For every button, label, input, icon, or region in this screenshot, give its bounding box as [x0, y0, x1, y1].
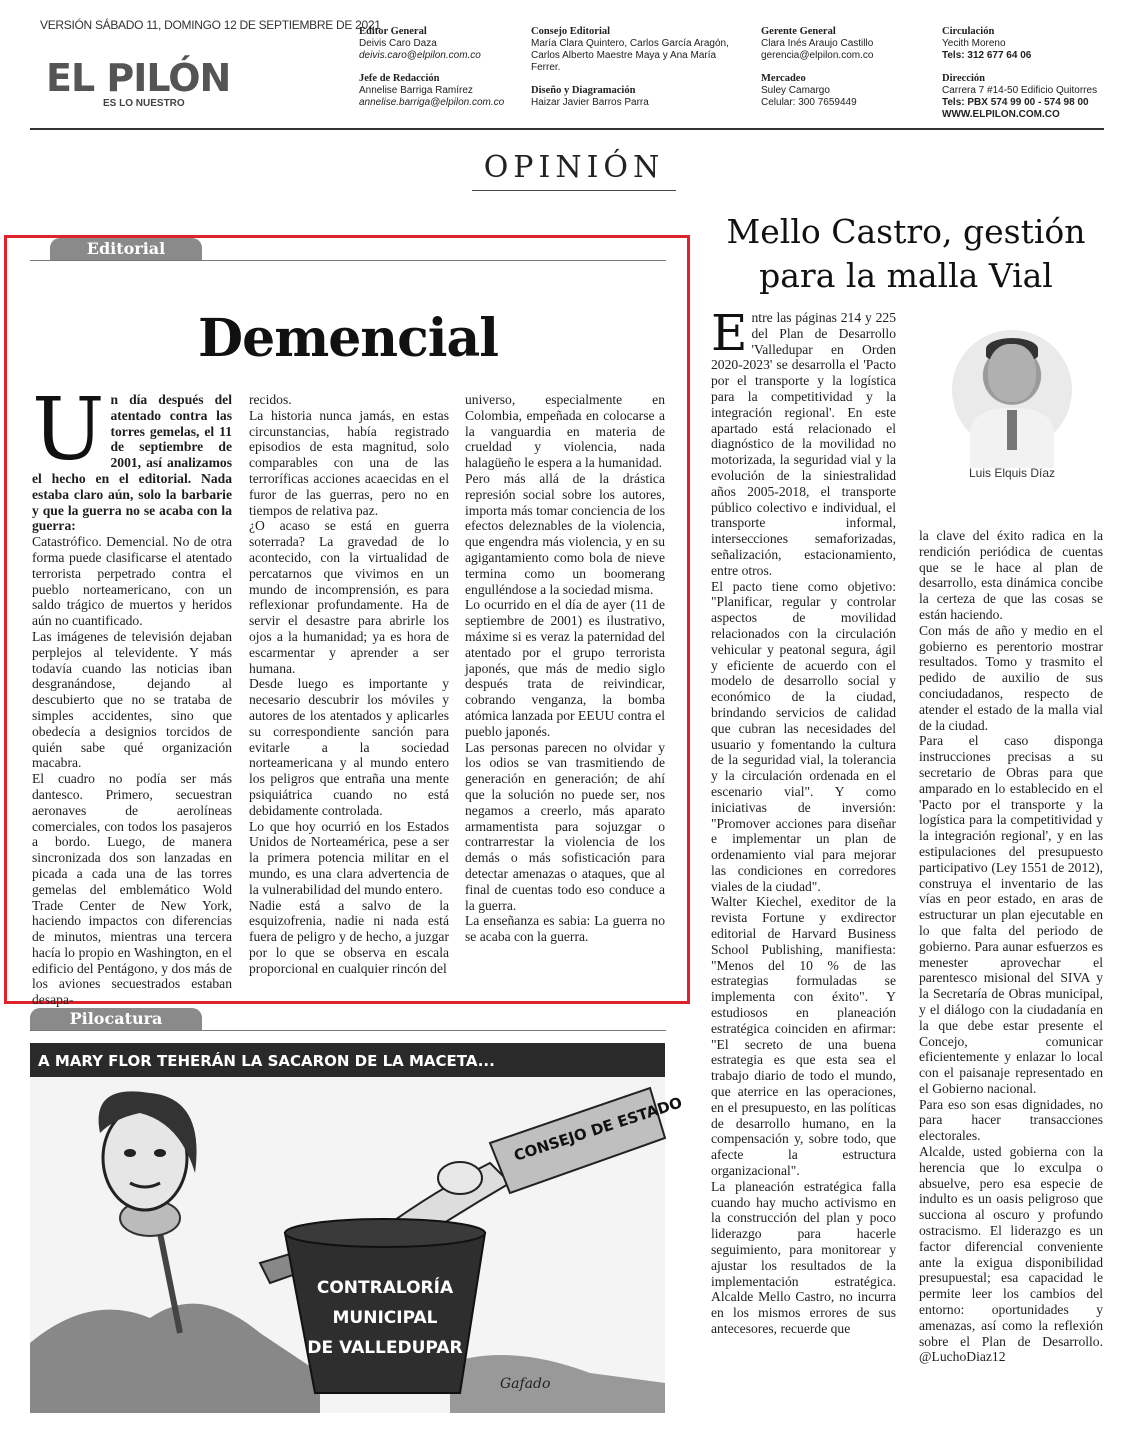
paragraph: La historia nunca jamás, en estas circunstancias, había registrado episodios de esta magnitud, solo comparables con una de las terroríficas acciones acaecidas en el furor de las guerras, pero no en tiempos de relativa paz. — [249, 407, 449, 518]
staff-editor-general — [359, 26, 524, 62]
editorial-column-1 — [32, 380, 232, 1008]
staff-direccion — [942, 73, 1122, 121]
pot-label-1: CONTRALORÍA — [316, 1278, 454, 1298]
staff-name: Yecith Moreno — [942, 38, 1006, 49]
staff-email[interactable]: deivis.caro@elpilon.com.co — [359, 50, 481, 61]
pilocatura-tab: Pilocatura — [30, 1008, 202, 1030]
paragraph: Lo que hoy ocurrió en los Estados Unidos de Norteamérica, pese a ser la primera potencia militar en el mundo, es una clara advertencia de la vulnerabilidad del mundo entero. — [249, 818, 449, 897]
opinion-column-2 — [919, 528, 1103, 1365]
phone: Tels: PBX 574 99 00 - 574 98 00 — [942, 97, 1089, 108]
editorial-headline: Demencial — [198, 308, 498, 369]
paragraph: Las personas parecen no olvidar y los odios se van trasmitiendo de generación en generación; de ahí que la solución no puede ser, nos negamos a creerlo, más aparato armamentista para sojuzgar o contrarrestar la violencia de los demás o más sofisticación para detectar amenazas o ataques, que al final de cuentas todo eso conduce a la guerra. — [465, 739, 665, 913]
opinion-headline — [700, 210, 1112, 298]
paragraph: Para eso son esas dignidades, no para hacer transacciones electorales. — [919, 1096, 1103, 1144]
paragraph: ntre las páginas 214 y 225 del Plan de Desarrollo 'Valledupar en Orden 2020-2023' se desarrolla el 'Pacto por el transporte y la logística para la competitividad y la integración regional'. En este apartado está relacionado el diagnóstico de la movilidad no motorizada, la seguridad vial y la evolución de la siniestralidad años 2005-2018, el transporte público colectivo e individual, el transporte informal, intersecciones semaforizadas, señalización, estacionamiento, entre otros. — [711, 310, 896, 578]
staff-name: Haizar Javier Barros Parra — [531, 97, 649, 108]
staff-role: Mercadeo — [761, 73, 806, 84]
paragraph: Para el caso disponga instrucciones precisas a su secretario de Obras para que amparado en lo establecido en el 'Pacto por el transporte y la logística para la competitividad y la integración regional', y en las estipulaciones del presupuesto participativo (Ley 1551 de 2012), construya el inventario de las vías en peor estado, en aras de estructurar un plan ejecutable en lo que falta del periodo de gobierno. Para aunar esfuerzos es menester aprovechar el parentesco misional del SIVA y la Secretaría de Obras municipal, y el diálogo con la ciudadanía en la que debe estar presente el Concejo, comunicar eficientemente y enlazar lo local con el paisanaje representado en el Gobierno nacional. — [919, 733, 1103, 1096]
paragraph: Nadie está a salvo de la esquizofrenia, nadie ni nada está fuera de peligro y de hecho, a juzgar por lo que se observa en escala proporcional en cualquier rincón del — [249, 897, 449, 976]
paragraph: la clave del éxito radica en la rendición periódica de cuentas que se le hace al plan de desarrollo, esta dinámica concibe la certeza de que las cosas se están haciendo. — [919, 528, 1103, 622]
staff-diseno — [531, 85, 746, 109]
newspaper-tagline: ES LO NUESTRO — [103, 98, 185, 109]
staff-role: Circulación — [942, 26, 995, 37]
editorial-column-3 — [465, 392, 665, 945]
editorial-column-2 — [249, 392, 449, 976]
drop-cap: E — [711, 304, 748, 362]
staff-role: Jefe de Redacción — [359, 73, 440, 84]
staff-phone: Celular: 300 7659449 — [761, 97, 857, 108]
editorial-rule — [30, 260, 666, 261]
paragraph: universo, especialmente en Colombia, empeñada en colocarse a la vanguardia en materia de crueldad y violencia, nada halagüeño le espera a la humanidad. — [465, 392, 665, 471]
paragraph: Walter Kiechel, exeditor de la revista Fortune y exdirector editorial de Harvard Business School Publishing, manifiesta: "Menos del 10 % de las estrategias formuladas se implementa con éxito". Y estudiosos en planeación estratégica coinciden en afirmar: "El secreto de una buena estrategia es que esta sea el trabajo diario de todo el mundo, que aterrice en las operaciones, en el presupuesto, en las políticas de desarrollo humano, en la compensación y, sobre todo, que afecte la estructura organizacional". — [711, 894, 896, 1179]
pot-label-3: DE VALLEDUPAR — [307, 1338, 463, 1358]
staff-role: Consejo Editorial — [531, 26, 611, 37]
pot-label-2: MUNICIPAL — [332, 1308, 438, 1328]
cartoon-illustration — [30, 1043, 685, 1413]
pilocatura-rule — [30, 1030, 666, 1031]
paragraph: Desde luego es importante y necesario descubrir los móviles y autores de los atentados y aplicarles su correspondiente sanción para evitarle a la sociedad norteamericana y al mundo entero los peligros que entraña una mente psiquiátrica cuando no está debidamente controlada. — [249, 676, 449, 818]
staff-name: Clara Inés Araujo Castillo — [761, 38, 874, 49]
tube-label: CONSEJO DE ESTADO — [511, 1093, 685, 1165]
opinion-headline-line-2: para la malla Vial — [759, 256, 1053, 295]
paragraph: El pacto tiene como objetivo: "Planificar, regular y controlar aspectos de movilidad relacionados con la circulación vehicular y peatonal segura, ágil y eficiente de acuerdo con el modelo de desarrollo social y económico de la ciudad, brindando servicios de calidad que cubran las necesidades del usuario y fomentando la cultura de la seguridad vial, la tolerancia y la circulación ordenada en el escenario vial". Y como iniciativas de inversión: "Promover acciones para diseñar e implementar un plan de ordenamiento vial para mejorar las condiciones en corredores viales de la ciudad". — [711, 578, 896, 894]
staff-consejo-editorial — [531, 26, 746, 74]
staff-role: Diseño y Diagramación — [531, 85, 636, 96]
paragraph: Lo ocurrido en el día de ayer (11 de septiembre de 2001) es ilustrativo, máxime si es veraz la paternidad del atentado por el grupo terrorista japonés, que más de medio siglo después trata de reivindicar, cobrando venganza, la bomba atómica lanzada por EEUU contra el pueblo japonés. — [465, 597, 665, 739]
editorial-lead: n día después del atentado contra las torres gemelas, el 11 de septiembre de 2001, así analizamos el hecho en el editorial. Nada estaba claro aún, solo la barbarie y que la guerra no se acaba con la guerra: — [32, 392, 232, 534]
paragraph: Pero más allá de la drástica represión social sobre los autores, importa más tomar conciencia de los efectos deleznables de la violencia, que engendra más violencia, y en su agigantamiento como bola de nieve termina como un boomerang engulléndose a la sociedad misma. — [465, 470, 665, 597]
masthead-divider — [30, 128, 1104, 130]
paragraph: Alcalde, usted gobierna con la herencia que lo exculpa o absuelve, pero esa especie de indulto es un oasis peligroso que succiona al oscuro y profundo ostracismo. El liderazgo es un factor diferencial conveniente ante la exigua disponibilidad presupuestal; esa capacidad le permite leer los cambios del entorno: oportunidades y amenazas, así como la reflexión sobre el Plan de Desarrollo. @LuchoDiaz12 — [919, 1144, 1103, 1365]
paragraph: recidos. — [249, 392, 292, 407]
address: Carrera 7 #14-50 Edificio Quitorres — [942, 85, 1098, 96]
staff-name: Suley Camargo — [761, 85, 830, 96]
author-photo — [952, 330, 1072, 450]
staff-name: Annelise Barriga Ramírez — [359, 85, 473, 96]
website-link[interactable]: WWW.ELPILON.COM.CO — [942, 109, 1060, 120]
newspaper-logo[interactable]: EL PILÓN — [46, 56, 231, 100]
paragraph: Las imágenes de televisión dejaban perplejos al televidente. Y más todavía cuando las noticias iban desgranándose, dejando al descubierto que no se trataba de simples accidentes, sino que obedecía a designios torcidos de quién sabe qué organización macabra. — [32, 628, 232, 771]
section-title: OPINIÓN — [483, 150, 665, 185]
paragraph: El cuadro no podía ser más dantesco. Primero, secuestran aeronaves de aerolíneas comerciales, con todos los pasajeros a bordo. Luego, de manera sincronizada dos son lanzadas en picada a cada una de las torres gemelas del emblemático Wold Trade Center de New York, haciendo impactos con diferencias de minutos, mientras una tercera hacía lo propio en Washington, en el edificio del Pentágono, y dos más de los aviones secuestrados estaban desapa- — [32, 771, 232, 1008]
staff-role: Dirección — [942, 73, 985, 84]
paragraph: ¿O acaso se está en guerra soterrada? La gravedad de lo acontecido, con la virtualidad de percatarnos que vivimos en un mundo de incomprensión, es para reflexionar profundamente. Ha de servir el desastre para abrirle los ojos a la humanidad; ya es hora de escarmentar y aprender a ser humana. — [249, 518, 449, 676]
cartoonist-signature: Gafado — [500, 1376, 551, 1392]
staff-gerente — [761, 26, 931, 62]
author-name: Luis Elquis Díaz — [968, 466, 1056, 480]
edition-date: VERSIÓN SÁBADO 11, DOMINGO 12 DE SEPTIEMBRE DE 2021 — [40, 18, 381, 32]
staff-line: María Clara Quintero, Carlos García Aragón, — [531, 38, 729, 49]
paragraph: Catastrófico. Demencial. No de otra forma puede clasificarse el atentado terrorista perpetrado contra el pueblo norteamericano, con un saldo trágico de muertos y heridos aún no cuantificado. — [32, 534, 232, 629]
staff-role: Gerente General — [761, 26, 836, 37]
staff-role: Editor General — [359, 26, 427, 37]
staff-jefe-redaccion — [359, 73, 524, 109]
opinion-column-1 — [711, 304, 896, 1337]
editorial-tab: Editorial — [50, 238, 202, 260]
paragraph: La enseñanza es sabia: La guerra no se acaba con la guerra. — [465, 913, 665, 945]
staff-email[interactable]: gerencia@elpilon.com.co — [761, 50, 874, 61]
paragraph: La planeación estratégica falla cuando hay mucho activismo en la construcción del plan y poco liderazgo para hacerle seguimiento, para monitorear y ajustar los resultados de la implementación estratégica. Alcalde Mello Castro, no incurra en los mismos errores de sus antecesores, recuerde que — [711, 1178, 896, 1336]
cartoon — [30, 1043, 685, 1413]
cartoon-banner: A MARY FLOR TEHERÁN LA SACARON DE LA MACETA... — [38, 1052, 495, 1070]
staff-circulacion — [942, 26, 1117, 62]
paragraph: Con más de año y medio en el gobierno es perentorio mostrar resultados. Tomo y trasmito el pedido de auxilio de sus conciudadanos, respecto de atender el estado de la malla vial de la ciudad. — [919, 622, 1103, 733]
staff-mercadeo — [761, 73, 931, 109]
staff-line: Ferrer. — [531, 62, 561, 73]
section-underline — [472, 190, 676, 191]
opinion-headline-line-1: Mello Castro, gestión — [726, 212, 1086, 251]
drop-cap: U — [32, 380, 105, 480]
staff-phone: Tels: 312 677 64 06 — [942, 50, 1032, 61]
staff-name: Deivis Caro Daza — [359, 38, 437, 49]
staff-email[interactable]: annelise.barriga@elpilon.com.co — [359, 97, 505, 108]
staff-line: Carlos Alberto Maestre Maya y Ana María — [531, 50, 717, 61]
